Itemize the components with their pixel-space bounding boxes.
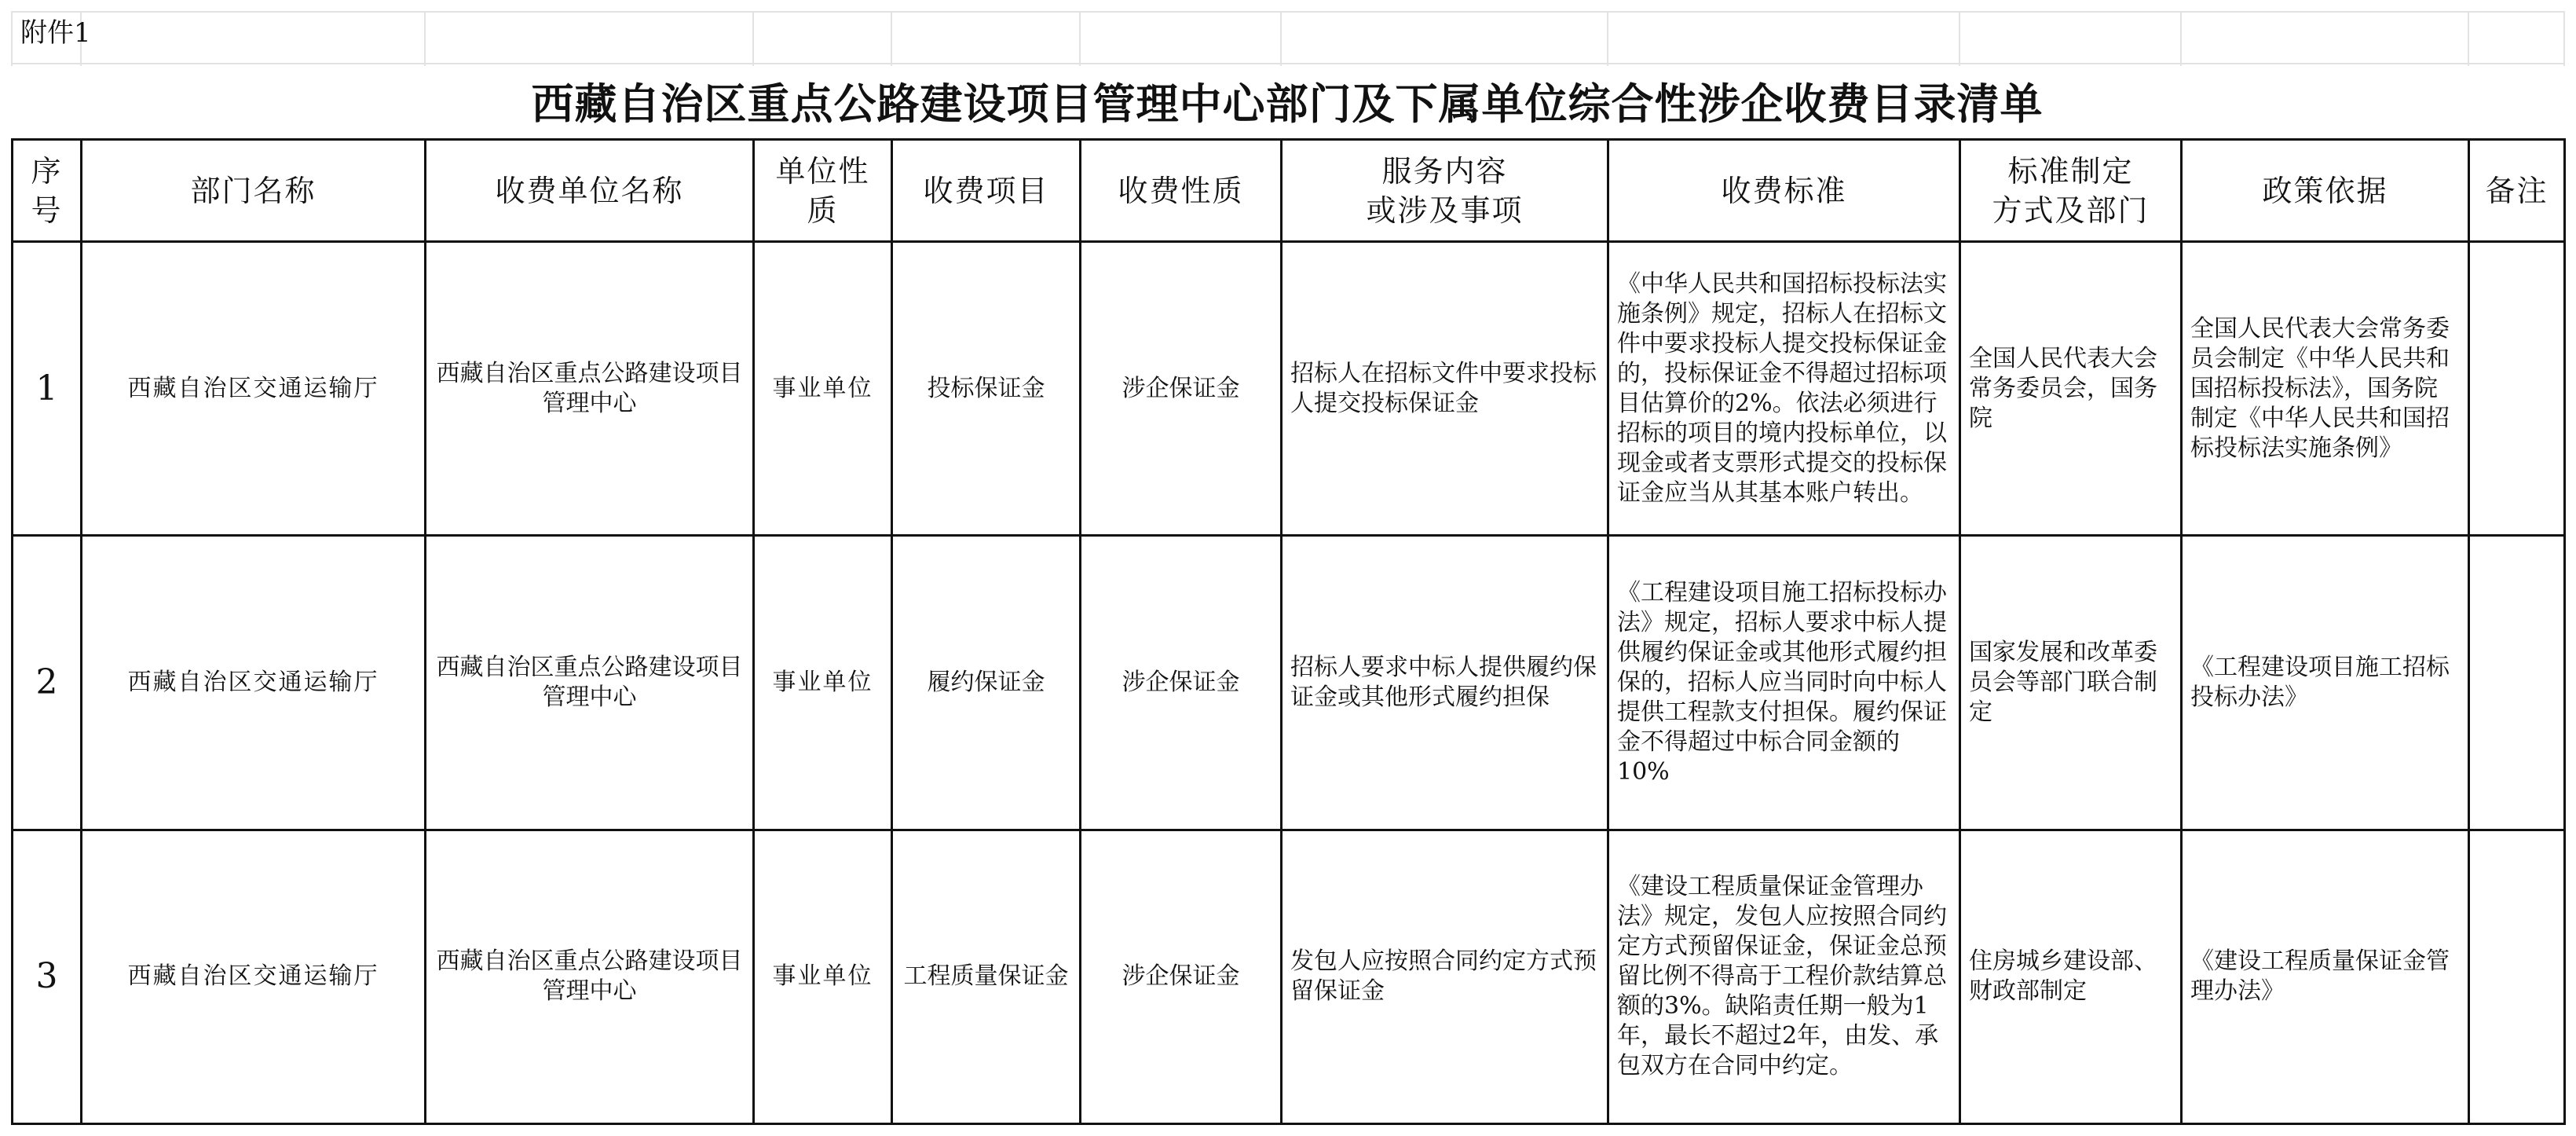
- header-method-line: 标准制定: [2007, 153, 2134, 189]
- cell-seq: 1: [13, 242, 82, 536]
- attachment-label: 附件1: [20, 17, 91, 49]
- header-item: 收费项目: [892, 140, 1081, 242]
- grid-line: [1607, 11, 1608, 66]
- cell-item: 投标保证金: [892, 242, 1081, 536]
- header-unit-nature-line: 单位性: [775, 153, 870, 189]
- cell-item: 履约保证金: [892, 536, 1081, 830]
- cell-unit: 西藏自治区重点公路建设项目管理中心: [426, 242, 754, 536]
- cell-service: 发包人应按照合同约定方式预留保证金: [1282, 830, 1608, 1123]
- cell-seq: 3: [13, 830, 82, 1123]
- grid-line: [2563, 11, 2565, 66]
- grid-line: [1959, 11, 1960, 66]
- table-row: [13, 536, 2565, 830]
- cell-remark: [2469, 536, 2565, 830]
- cell-method: 国家发展和改革委员会等部门联合制定: [1960, 536, 2182, 830]
- cell-fee-nature: 涉企保证金: [1081, 242, 1282, 536]
- cell-method: 全国人民代表大会常务委员会，国务院: [1960, 242, 2182, 536]
- cell-policy: 全国人民代表大会常务委员会制定《中华人民共和国招标投标法》，国务院制定《中华人民共和国招标投标法实施条例》: [2182, 242, 2469, 536]
- cell-service: 招标人要求中标人提供履约保证金或其他形式履约担保: [1282, 536, 1608, 830]
- cell-unit-nature: 事业单位: [754, 830, 892, 1123]
- grid-line: [424, 11, 426, 66]
- cell-dept: 西藏自治区交通运输厅: [82, 830, 426, 1123]
- cell-unit-nature: 事业单位: [754, 242, 892, 536]
- header-service-line: 服务内容: [1381, 153, 1508, 189]
- cell-method: 住房城乡建设部、财政部制定: [1960, 830, 2182, 1123]
- cell-dept: 西藏自治区交通运输厅: [82, 536, 426, 830]
- header-service: [1282, 140, 1608, 242]
- grid-line: [2468, 11, 2469, 66]
- grid-line: [752, 11, 754, 66]
- header-remark: 备注: [2469, 140, 2565, 242]
- cell-standard: 《中华人民共和国招标投标法实施条例》规定，招标人在招标文件中要求投标人提交投标保证金的，投标保证金不得超过招标项目估算价的2%。依法必须进行招标的项目的境内投标单位，以现金或者支票形式提交的投标保证金应当从其基本账户转出。: [1608, 242, 1960, 536]
- cell-unit: 西藏自治区重点公路建设项目管理中心: [426, 830, 754, 1123]
- cell-unit-nature: 事业单位: [754, 536, 892, 830]
- cell-item: 工程质量保证金: [892, 830, 1081, 1123]
- header-unit-nature: [754, 140, 892, 242]
- header-method-line: 方式及部门: [1992, 192, 2150, 228]
- fee-catalog-table: [11, 138, 2566, 1125]
- cell-seq: 2: [13, 536, 82, 830]
- grid-line: [11, 11, 13, 66]
- header-service-line: 或涉及事项: [1366, 192, 1524, 228]
- header-unit: 收费单位名称: [426, 140, 754, 242]
- table-header-row: [13, 140, 2565, 242]
- cell-service: 招标人在招标文件中要求投标人提交投标保证金: [1282, 242, 1608, 536]
- cell-remark: [2469, 242, 2565, 536]
- grid-line: [2180, 11, 2182, 66]
- cell-policy: 《工程建设项目施工招标投标办法》: [2182, 536, 2469, 830]
- cell-standard: 《工程建设项目施工招标投标办法》规定，招标人要求中标人提供履约保证金或其他形式履约担保的，招标人应当同时向中标人提供工程款支付担保。履约保证金不得超过中标合同金额的10%: [1608, 536, 1960, 830]
- cell-fee-nature: 涉企保证金: [1081, 830, 1282, 1123]
- header-seq: [13, 140, 82, 242]
- header-seq-line: 号: [31, 192, 63, 228]
- header-seq-line: 序: [31, 153, 63, 189]
- header-fee-nature: 收费性质: [1081, 140, 1282, 242]
- grid-line: [891, 11, 892, 66]
- header-unit-nature-line: 质: [807, 192, 839, 228]
- table-row: [13, 830, 2565, 1123]
- cell-policy: 《建设工程质量保证金管理办法》: [2182, 830, 2469, 1123]
- page-title: 西藏自治区重点公路建设项目管理中心部门及下属单位综合性涉企收费目录清单: [531, 78, 2044, 129]
- header-method: [1960, 140, 2182, 242]
- cell-unit: 西藏自治区重点公路建设项目管理中心: [426, 536, 754, 830]
- cell-standard: 《建设工程质量保证金管理办法》规定，发包人应按照合同约定方式预留保证金，保证金总预留比例不得高于工程价款结算总额的3%。缺陷责任期一般为1年，最长不超过2年，由发、承包双方在合同中约定。: [1608, 830, 1960, 1123]
- grid-line: [1079, 11, 1081, 66]
- cell-dept: 西藏自治区交通运输厅: [82, 242, 426, 536]
- header-policy: 政策依据: [2182, 140, 2469, 242]
- header-standard: 收费标准: [1608, 140, 1960, 242]
- grid-line: [1280, 11, 1282, 66]
- cell-remark: [2469, 830, 2565, 1123]
- table-row: [13, 242, 2565, 536]
- cell-fee-nature: 涉企保证金: [1081, 536, 1282, 830]
- header-dept: 部门名称: [82, 140, 426, 242]
